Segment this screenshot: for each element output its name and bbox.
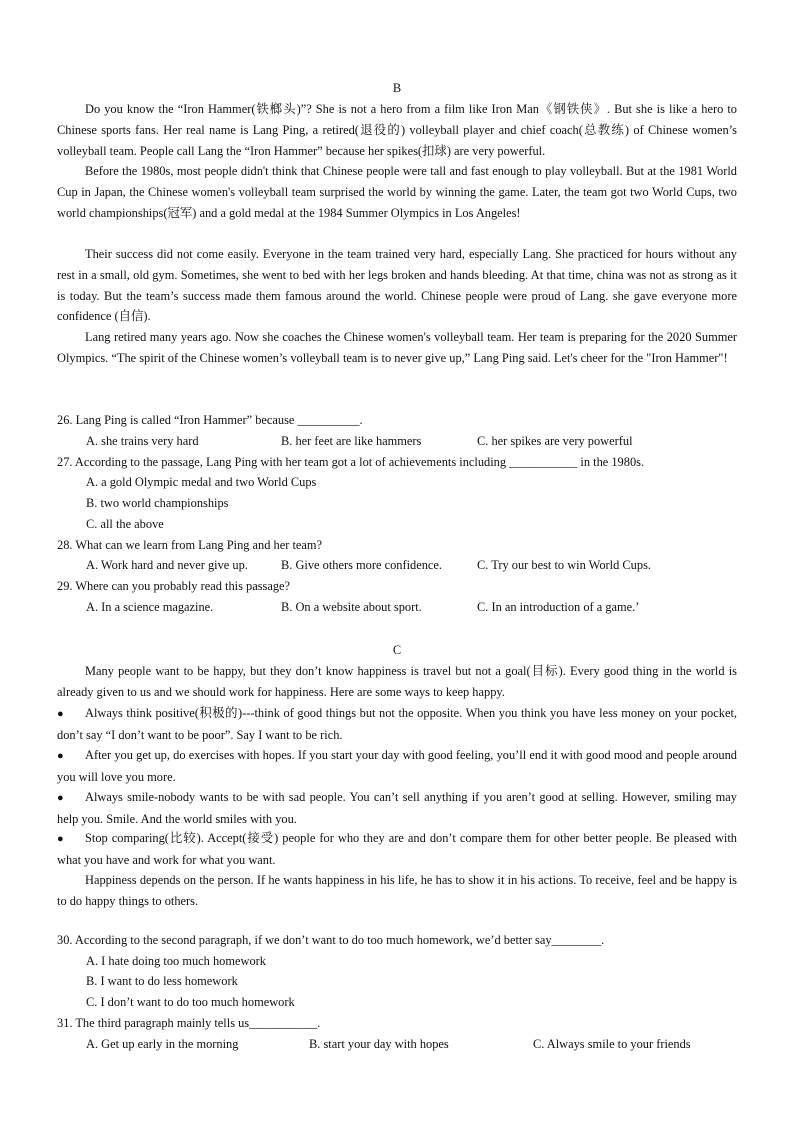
bullet-text: Always smile-nobody wants to be with sad people. You can’t sell anything if you aren’t good at selling. However, smiling may help you. Smile. And the world smiles with you. bbox=[57, 790, 737, 826]
question-31-option-c: C. Always smile to your friends bbox=[533, 1037, 691, 1051]
section-b-heading: B bbox=[392, 81, 402, 95]
question-29-option-a: A. In a science magazine. bbox=[86, 600, 214, 614]
question-30-option-a: A. I hate doing too much homework bbox=[86, 954, 266, 968]
question-30-option-b: B. I want to do less homework bbox=[86, 974, 238, 988]
question-27-option-c: C. all the above bbox=[86, 517, 164, 531]
bullet-icon bbox=[57, 703, 85, 725]
question-28-stem: 28. What can we learn from Lang Ping and her team? bbox=[57, 538, 323, 552]
section-c-closing: Happiness depends on the person. If he wants happiness in his life, he has to show it in his actions. To receive, feel and be happy is to do happy things to others. bbox=[57, 873, 737, 908]
bullet-text: After you get up, do exercises with hopes. If you start your day with good feeling, you’ll end it with good mood and people around you will love you more. bbox=[57, 748, 737, 784]
question-28-option-c: C. Try our best to win World Cups. bbox=[477, 558, 651, 572]
question-30-stem: 30. According to the second paragraph, if we don’t want to do too much homework, we’d better say________. bbox=[57, 933, 605, 947]
section-b-paragraph-4: Lang retired many years ago. Now she coaches the Chinese women's volleyball team. Her team is preparing for the 2020 Summer Olympics. “The spirit of the Chinese women’s volleyball team is to never give up,” Lang Ping said. Let's cheer for the "Iron Hammer"! bbox=[57, 330, 737, 365]
section-b-paragraph-1: Do you know the “Iron Hammer(铁榔头)”? She is not a hero from a film like Iron Man《钢铁侠》. But she is like a hero to Chinese sports fans. Her real name is Lang Ping, a retired(退役的) volleyball player and chief coach(总教练) of Chinese women’s volleyball team. People call Lang the “Iron Hammer” because her spikes(扣球) are very powerful. bbox=[57, 102, 737, 158]
question-26-stem: 26. Lang Ping is called “Iron Hammer” because __________. bbox=[57, 413, 363, 427]
question-28-option-a: A. Work hard and never give up. bbox=[86, 558, 248, 572]
question-31-stem: 31. The third paragraph mainly tells us___________. bbox=[57, 1016, 321, 1030]
question-26-option-a: A. she trains very hard bbox=[86, 434, 199, 448]
section-b-paragraph-3: Their success did not come easily. Everyone in the team trained very hard, especially Lang. She practiced for hours without any rest in a small, old gym. Sometimes, she went to bed with her legs broken and hands bleeding. At that time, china was not as strong as it is today. But the team’s success made them famous around the world. Chinese people were proud of Lang. she gave everyone more confidence (自信). bbox=[57, 247, 737, 324]
question-31-option-a: A. Get up early in the morning bbox=[86, 1037, 239, 1051]
section-c-intro: Many people want to be happy, but they don’t know happiness is travel but not a goal(目标). Every good thing in the world is already given to us and we should work for happiness. Here are some ways to keep happy. bbox=[57, 664, 737, 699]
bullet-icon bbox=[57, 787, 85, 809]
question-29-option-b: B. On a website about sport. bbox=[281, 600, 422, 614]
bullet-icon bbox=[57, 828, 85, 850]
question-29-stem: 29. Where can you probably read this passage? bbox=[57, 579, 291, 593]
question-27-option-b: B. two world championships bbox=[86, 496, 229, 510]
bullet-text: Always think positive(积极的)---think of good things but not the opposite. When you think you have less money on your pocket, don’t say “I don’t want to be poor”. Say I want to be rich. bbox=[57, 706, 737, 742]
bullet-item bbox=[57, 828, 737, 871]
bullet-item bbox=[57, 745, 737, 788]
bullet-item bbox=[57, 703, 737, 746]
bullet-icon bbox=[57, 745, 85, 767]
question-31-option-b: B. start your day with hopes bbox=[309, 1037, 449, 1051]
question-30-option-c: C. I don’t want to do too much homework bbox=[86, 995, 295, 1009]
section-b-paragraph-2: Before the 1980s, most people didn't think that Chinese people were tall and fast enough to play volleyball. But at the 1981 World Cup in Japan, the Chinese women's volleyball team surprised the world by winning the game. Later, the team got two World Cups, two world championships(冠军) and a gold medal at the 1984 Summer Olympics in Los Angeles! bbox=[57, 164, 737, 220]
question-26-option-c: C. her spikes are very powerful bbox=[477, 434, 633, 448]
question-27-stem: 27. According to the passage, Lang Ping with her team got a lot of achievements including ___________ in the 1980s. bbox=[57, 455, 645, 469]
bullet-text: Stop comparing(比较). Accept(接受) people for who they are and don’t compare them for other better people. Be pleased with what you have and work for what you want. bbox=[57, 831, 737, 867]
question-26-option-b: B. her feet are like hammers bbox=[281, 434, 422, 448]
section-c-heading: C bbox=[392, 643, 402, 657]
question-27-option-a: A. a gold Olympic medal and two World Cups bbox=[86, 475, 317, 489]
question-28-option-b: B. Give others more confidence. bbox=[281, 558, 443, 572]
question-29-option-c: C. In an introduction of a game.’ bbox=[477, 600, 640, 614]
bullet-item bbox=[57, 787, 737, 830]
